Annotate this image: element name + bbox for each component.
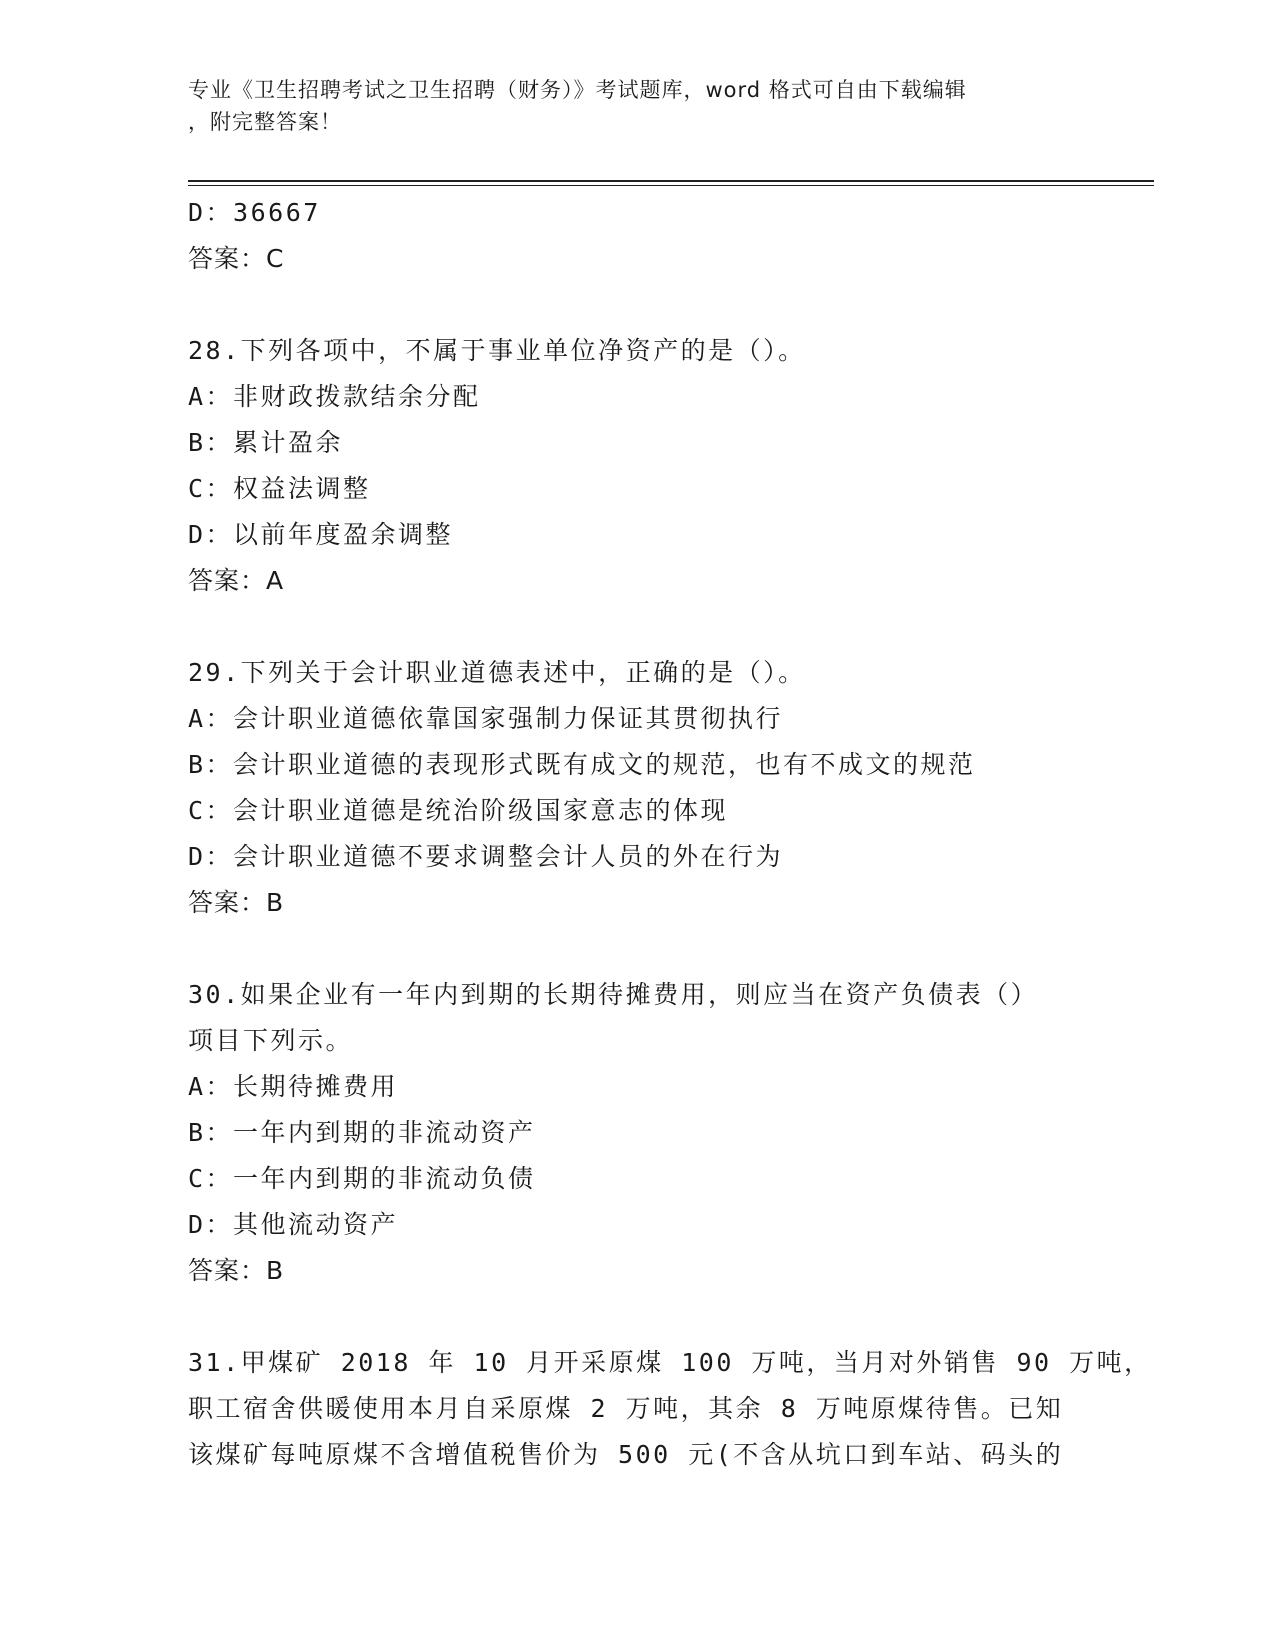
option-d: D：36667 [188,198,321,227]
header-rule-thin [188,185,1154,186]
answer: 答案：B [188,1256,285,1285]
document-header [188,74,1068,138]
option-c: C：会计职业道德是统治阶级国家意志的体现 [188,796,729,825]
question-stem-line-1: 30.如果企业有一年内到期的长期待摊费用，则应当在资产负债表（） [188,980,1039,1009]
option-c: C：权益法调整 [188,474,371,503]
option-b: B：累计盈余 [188,428,344,457]
question-stem-line-2: 项目下列示。 [188,1026,354,1055]
option-b: B：一年内到期的非流动资产 [188,1118,536,1147]
question-stem-line-3: 该煤矿每吨原煤不含增值税售价为 500 元(不含从坑口到车站、码头的 [188,1440,1064,1469]
answer: 答案：A [188,566,285,595]
question-stem: 28.下列各项中，不属于事业单位净资产的是（）。 [188,336,806,365]
question-28 [188,328,1088,604]
option-a: A：非财政拨款结余分配 [188,382,481,411]
answer: 答案：C [188,244,285,273]
header-rule-thick [188,180,1154,182]
answer: 答案：B [188,888,285,917]
previous-question-tail [188,190,1088,282]
header-line-1: 专业《卫生招聘考试之卫生招聘（财务）》考试题库，word 格式可自由下载编辑 [188,78,967,102]
question-29 [188,650,1088,926]
option-a: A：会计职业道德依靠国家强制力保证其贯彻执行 [188,704,784,733]
option-b: B：会计职业道德的表现形式既有成文的规范，也有不成文的规范 [188,750,976,779]
header-line-2: ，附完整答案！ [188,110,342,134]
question-stem-line-2: 职工宿舍供暖使用本月自采原煤 2 万吨，其余 8 万吨原煤待售。已知 [188,1394,1064,1423]
question-30 [188,972,1088,1294]
question-stem: 29.下列关于会计职业道德表述中，正确的是（）。 [188,658,806,687]
option-a: A：长期待摊费用 [188,1072,399,1101]
option-c: C：一年内到期的非流动负债 [188,1164,536,1193]
option-d: D：以前年度盈余调整 [188,520,454,549]
option-d: D：会计职业道德不要求调整会计人员的外在行为 [188,842,784,871]
option-d: D：其他流动资产 [188,1210,399,1239]
question-stem-line-1: 31.甲煤矿 2018 年 10 月开采原煤 100 万吨，当月对外销售 90 万吨， [188,1348,1152,1377]
question-content [188,190,1152,1478]
question-31 [188,1340,1152,1478]
